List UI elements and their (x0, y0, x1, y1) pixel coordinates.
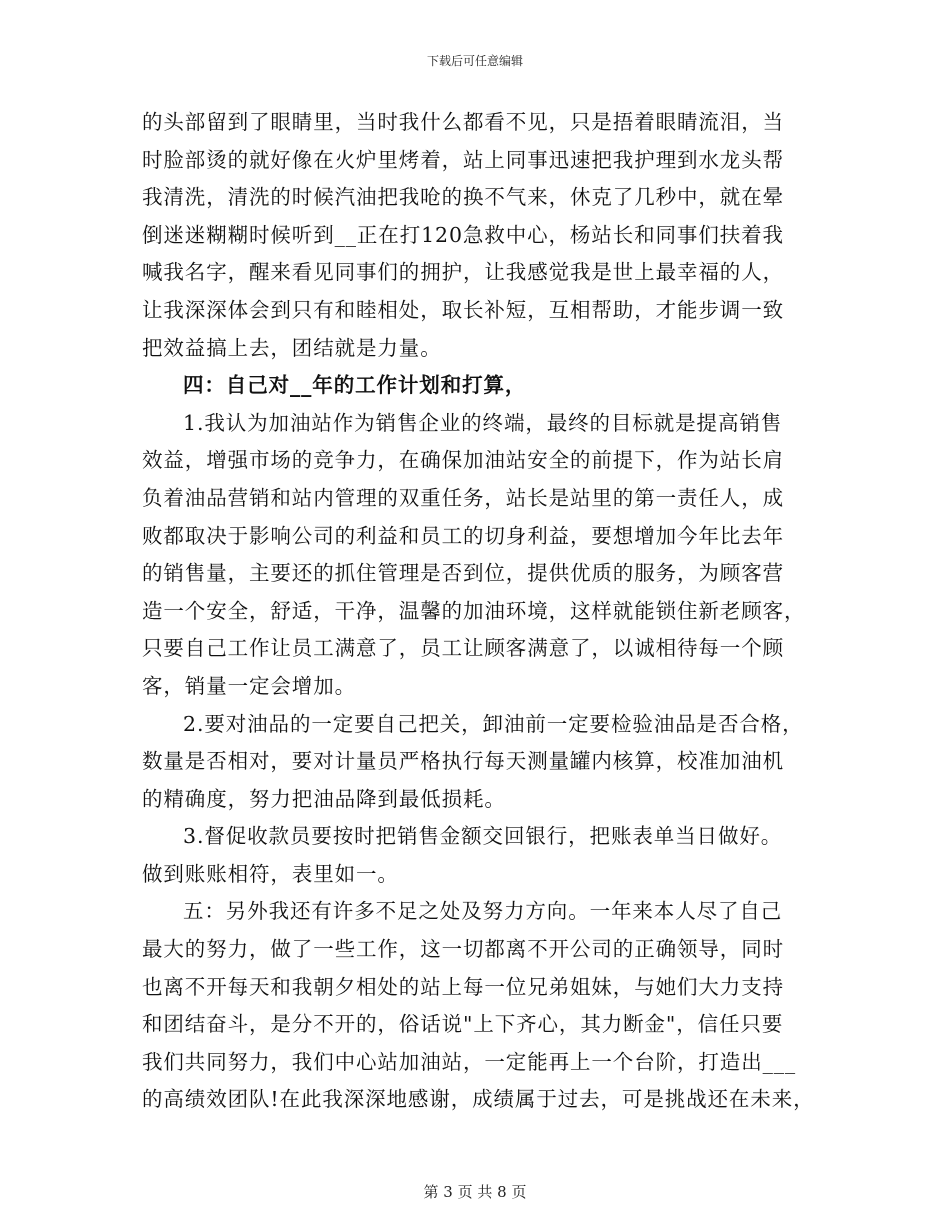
text-line: 五：另外我还有许多不足之处及努力方向。一年来本人尽了自己 (183, 899, 783, 924)
text-line: 1.我认为加油站作为销售企业的终端，最终的目标就是提高销售 (183, 410, 783, 435)
text-line: 负着油品营销和站内管理的双重任务，站长是站里的第一责任人，成 (142, 485, 784, 510)
text-line: 倒迷迷糊糊时候听到__正在打120急救中心，杨站长和同事们扶着我 (142, 222, 784, 247)
section-heading: 四：自己对__年的工作计划和打算， (183, 373, 527, 398)
text-line: 的头部留到了眼睛里，当时我什么都看不见，只是捂着眼睛流泪，当 (142, 110, 784, 134)
text-line: 时脸部烫的就好像在火炉里烤着，站上同事迅速把我护理到水龙头帮 (142, 147, 784, 172)
text-line: 的高绩效团队!在此我深深地感谢，成绩属于过去，可是挑战还在未来， (142, 1087, 815, 1112)
text-line: 做到账账相符，表里如一。 (142, 861, 399, 886)
text-line: 效益，增强市场的竞争力，在确保加油站安全的前提下，作为站长肩 (142, 448, 784, 473)
text-line: 把效益搞上去，团结就是力量。 (142, 335, 442, 360)
text-line: 的精确度，努力把油品降到最低损耗。 (142, 786, 506, 811)
text-line: 客，销量一定会增加。 (142, 673, 356, 698)
text-line: 喊我名字，醒来看见同事们的拥护，让我感觉我是世上最幸福的人， (142, 260, 784, 285)
text-line: 也离不开每天和我朝夕相处的站上每一位兄弟姐妹，与她们大力支持 (142, 974, 784, 999)
text-line: 只要自己工作让员工满意了，员工让顾客满意了，以诚相待每一个顾 (142, 636, 784, 661)
text-line: 数量是否相对，要对计量员严格执行每天测量罐内核算，校准加油机 (142, 749, 784, 774)
text-line: 的销售量，主要还的抓住管理是否到位，提供优质的服务，为顾客营 (142, 561, 784, 586)
text-line: 2.要对油品的一定要自己把关，卸油前一定要检验油品是否合格， (183, 711, 804, 736)
text-line: 我们共同努力，我们中心站加油站，一定能再上一个台阶，打造出___ (142, 1049, 797, 1074)
text-line: 败都取决于影响公司的利益和员工的切身利益，要想增加今年比去年 (142, 523, 784, 548)
text-line: 最大的努力，做了一些工作，这一切都离不开公司的正确领导，同时 (142, 937, 784, 962)
page-footer: 第 3 页 共 8 页 (423, 1183, 527, 1201)
text-line: 让我深深体会到只有和睦相处，取长补短，互相帮助，才能步调一致 (142, 297, 784, 322)
text-line: 造一个安全，舒适，干净，温馨的加油环境，这样就能锁住新老顾客， (142, 598, 806, 623)
text-line: 我清洗，清洗的时候汽油把我呛的换不气来，休克了几秒中，就在晕 (142, 185, 784, 210)
text-line: 3.督促收款员要按时把销售金额交回银行，把账表单当日做好。 (183, 824, 783, 849)
page-header: 下载后可任意编辑 (426, 54, 523, 68)
document-body (142, 104, 814, 1119)
text-line: 和团结奋斗，是分不开的，俗话说"上下齐心，其力断金"，信任只要 (142, 1012, 784, 1037)
